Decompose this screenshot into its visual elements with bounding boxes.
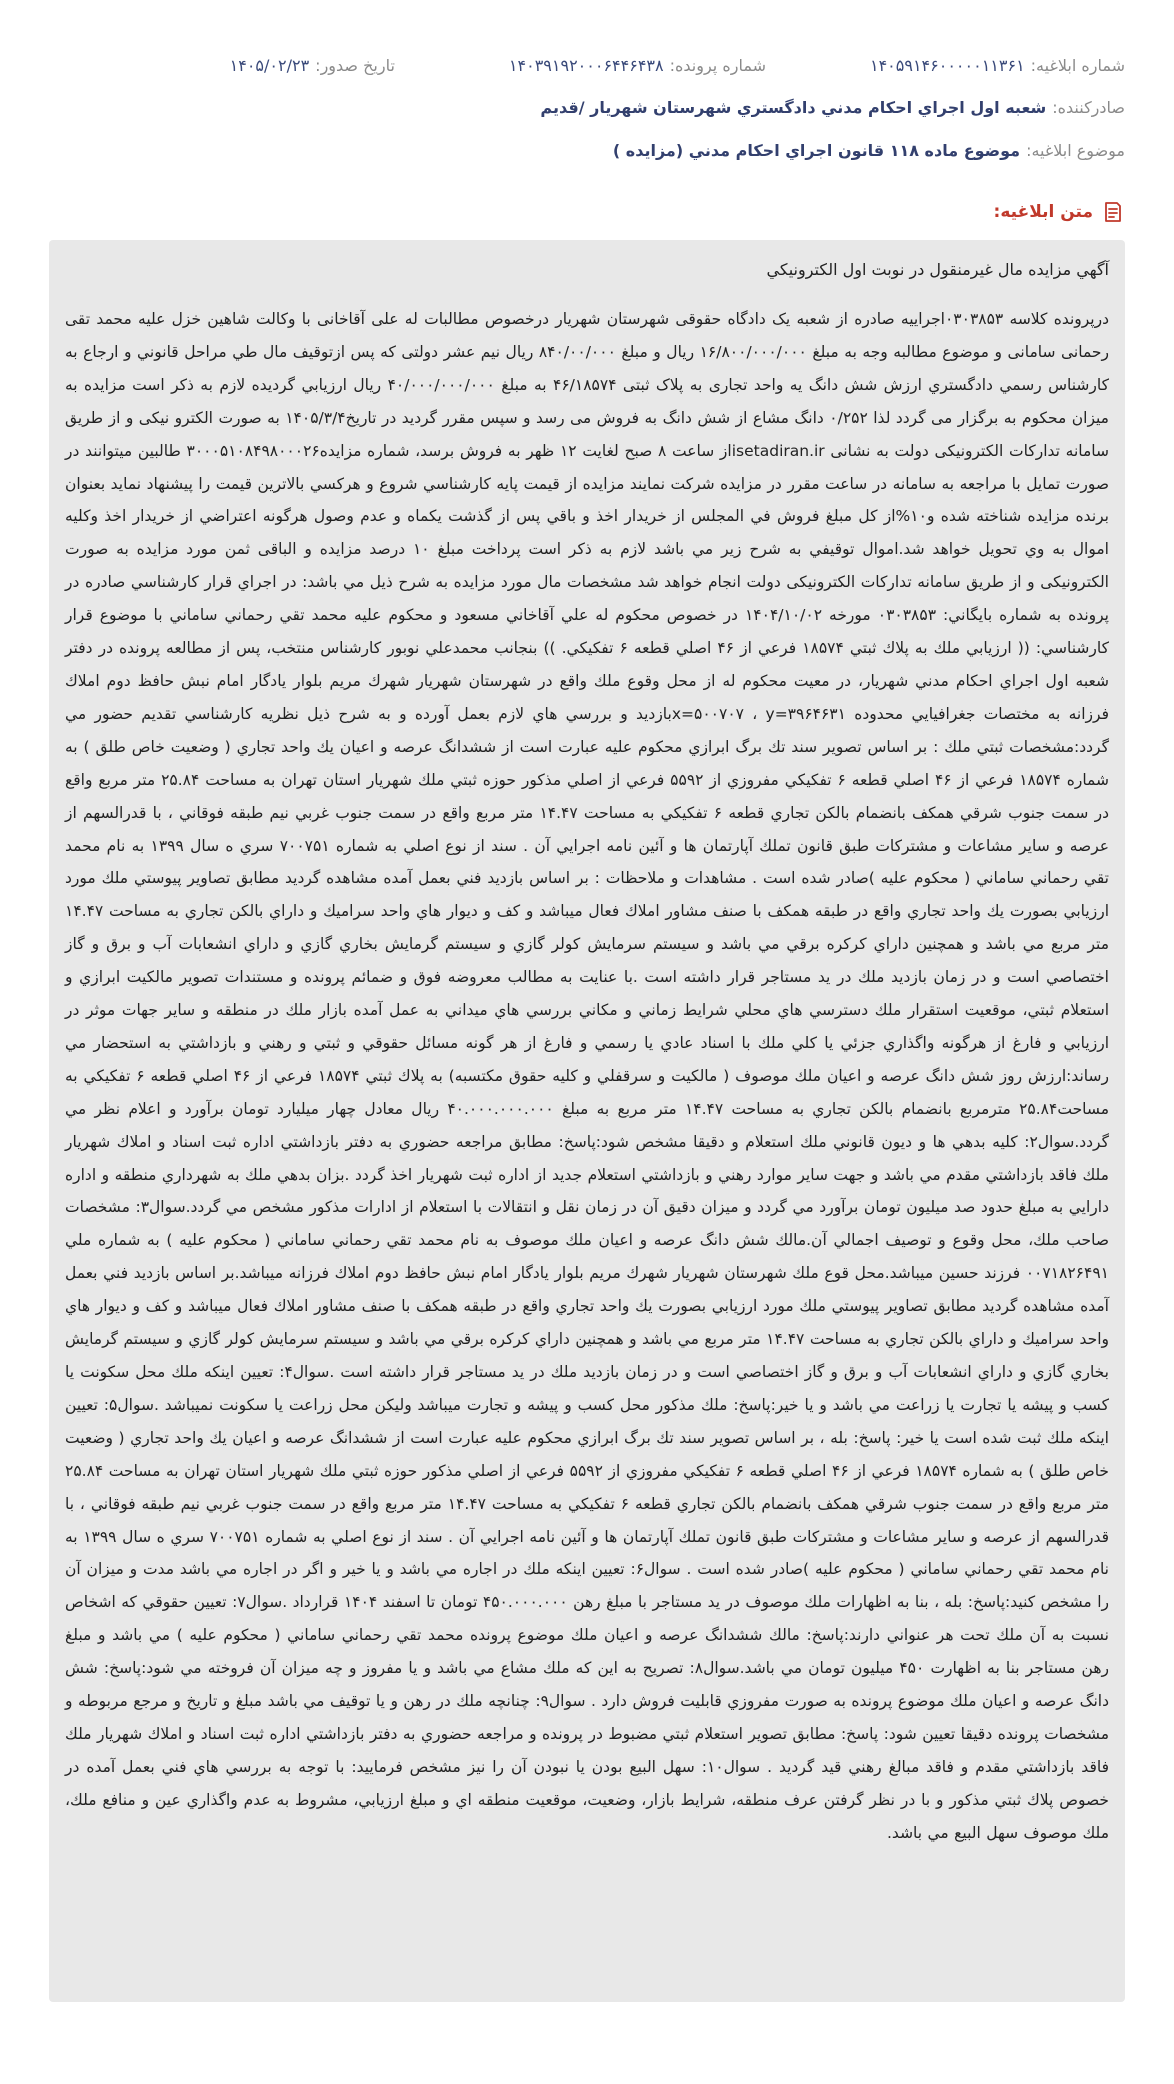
notice-content-box — [49, 240, 1125, 2002]
issue-date-field — [230, 56, 395, 75]
document-icon — [1101, 200, 1125, 224]
notice-title: آگهي مزايده مال غيرمنقول در نوبت اول الكترونيكي — [766, 260, 1109, 279]
subject: موضوع ماده ۱۱۸ قانون اجراي احكام مدني (مزايده ) — [612, 141, 1021, 160]
section-title-label: متن ابلاغیه: — [993, 202, 1093, 222]
case-number-field — [509, 56, 766, 75]
subject-label: موضوع ابلاغیه: — [1026, 141, 1125, 160]
issue-date-label: تاریخ صدور: — [315, 56, 395, 75]
section-title — [994, 200, 1125, 224]
notice-number: ۱۴۰۵۹۱۴۶۰۰۰۰۰۱۱۳۶۱ — [869, 56, 1025, 75]
header-meta-row — [49, 56, 1125, 75]
issuer-label: صادرکننده: — [1052, 98, 1125, 117]
notice-number-label: شماره ابلاغیه: — [1030, 56, 1125, 75]
issuer-row — [49, 98, 1125, 117]
issue-date: ۱۴۰۵/۰۲/۲۳ — [229, 56, 310, 75]
issuer: شعبه اول اجراي احكام مدني دادگستري شهرستان شهريار /قديم — [540, 98, 1047, 117]
subject-row — [49, 141, 1125, 160]
case-number: ۱۴۰۳۹۱۹۲۰۰۰۶۴۴۶۴۳۸ — [508, 56, 664, 75]
case-number-label: شماره پرونده: — [669, 56, 766, 75]
notice-body: درپرونده كلاسه ۰۳۰۳۸۵۳اجراییه صادره از شعبه یک دادگاه حقوقی شهرستان شهریار درخصوص مطالبات له علی آقاخانی با وکالت شاهین خزل علیه محمد تقی رحمانی سامانی و موضوع مطالبه وجه به مبلغ ۱۶/۸۰۰/۰۰۰/۰۰۰ ریال و مبلغ ۸۴۰/۰۰/۰۰۰ ریال نیم عشر دولتی که پس ازتوقیف مال طي مراحل قانوني و ارجاع به كارشناس رسمي دادگستري ارزش شش دانگ یه واحد تجاری به پلاک ثبتی ۴۶/۱۸۵۷۴ به مبلغ ۴۰/۰۰۰/۰۰۰/۰۰۰ ریال ارزيابي گرديده لازم به ذكر است مزايده به ميزان محكوم به برگزار می گردد لذا ۰/۲۵۲ دانگ مشاع از شش دانگ به فروش می رسد و سپس مقرر گردید در تاریخ۱۴۰۵/۳/۴ به صورت الکترو نیکی و از طریق سامانه تدارکات الکترونیکی دولت به نشانی isetadiran.irاز ساعت ۸ صبح لغایت ۱۲ ظهر به فروش برسد، شماره مزایده۳۰۰۰۵۱۰۸۴۹۸۰۰۰۲۶ طالبین میتوانند در صورت تمایل با مراجعه به سامانه در ساعت مقرر در مزایده شرکت نمایند مزايده از قيمت پايه كارشناسي شروع و هركسي بالاترين قيمت را پيشنهاد نمايد بعنوان برنده مزايده شناخته شده و۱۰%از كل مبلغ فروش في المجلس از خريدار اخذ و باقي پس از گذشت يكماه و عدم وصول هرگونه اعتراضي از خريدار اخذ وكليه اموال به وي تحويل خواهد شد.اموال توقيفي به شرح زير مي باشد لازم به ذکر است پرداخت مبلغ ۱۰ درصد مزایده و الباقی ثمن مورد مزایده به صورت الکترونیکی و از طریق سامانه تدارکات الکترونیکی دولت انجام خواهد شد مشخصات مال مورد مزايده به شرح ذيل مي باشد: در اجراي قرار كارشناسي صادره در پرونده به شماره بايگاني: ۰۳۰۳۸۵۳ مورخه ۱۴۰۴/۱۰/۰۲ در خصوص محكوم له علي آقاخاني مسعود و محكوم عليه محمد تقي رحماني ساماني با موضوع قرار كارشناسي: (( ارزيابي ملك به پلاك ثبتي ۱۸۵۷۴ فرعي از ۴۶ اصلي قطعه ۶ تفكيكي. )) بنجانب محمدعلي نوبور كارشناس منتخب، پس از مطالعه پرونده در دفتر شعبه اول اجراي احكام مدني شهريار، در معيت محكوم له از محل وقوع ملك واقع در شهرستان شهريار شهرك مريم بلوار يادگار امام نبش حافظ دوم املاك فرزانه به مختصات جغرافيايي محدوده x=۵۰۰۷۰۷ ، y=۳۹۶۴۶۳۱بازديد و بررسي هاي لازم بعمل آورده و به شرح ذيل نظريه كارشناسي تقديم حضور مي گردد:مشخصات ثبتي ملك : بر اساس تصوير سند تك برگ ابرازي محكوم عليه عبارت است از ششدانگ عرصه و اعيان يك واحد تجاري ( وضعيت خاص طلق ) به شماره ۱۸۵۷۴ فرعي از ۴۶ اصلي قطعه ۶ تفكيكي مفروزي از ۵۵۹۲ فرعي از اصلي مذكور حوزه ثبتي ملك شهريار استان تهران به مساحت ۲۵.۸۴ متر مربع واقع در سمت جنوب شرقي همكف بانضمام بالكن تجاري قطعه ۶ تفكيكي به مساحت ۱۴.۴۷ متر مربع واقع در سمت جنوب غربي نيم طبقه فوقاني ، با قدرالسهم از عرصه و ساير مشاعات و مشتركات طبق قانون تملك آپارتمان ها و آئين نامه اجرايي آن . سند از نوع اصلي به شماره ۷۰۰۷۵۱ سري ه سال ۱۳۹۹ به نام محمد تقي رحماني ساماني ( محكوم عليه )صادر شده است . مشاهدات و ملاحظات : بر اساس بازديد فني بعمل آمده مشاهده گرديد مطابق تصاوير پيوستي ملك مورد ارزيابي بصورت يك واحد تجاري واقع در طبقه همكف با صنف مشاور املاك فعال ميباشد و كف و ديوار هاي واحد سراميك و داراي بالكن تجاري به مساحت ۱۴.۴۷ متر مربع مي باشد و همچنين داراي كركره برقي مي باشد و سيستم سرمايش كولر گازي و سيستم گرمايش بخاري گازي و داراي انشعابات آب و برق و گاز اختصاصي است و در زمان بازديد ملك در يد مستاجر قرار داشته است .با عنايت به مطالب معروضه فوق و ضمائم پرونده و مستندات تصوير مالكيت ابرازي و استعلام ثبتي، موقعيت استقرار ملك دسترسي هاي محلي شرايط زماني و مكاني بررسي هاي ميداني به عمل آمده بازار ملك در منطقه و ساير جهات موثر در ارزيابي و فارغ از هرگونه واگذاري جزئي يا كلي ملك با اسناد عادي يا رسمي و فارغ از هر گونه مسائل حقوقي و ثبتي و رهني و بازداشتي به استحضار مي رساند:ارزش روز شش دانگ عرصه و اعيان ملك موصوف ( مالكيت و سرقفلي و كليه حقوق مكتسبه) به پلاك ثبتي ۱۸۵۷۴ فرعي از ۴۶ اصلي قطعه ۶ تفكيكي به مساحت۲۵.۸۴ مترمربع بانضمام بالكن تجاري به مساحت ۱۴.۴۷ متر مربع به مبلغ ۴۰.۰۰۰.۰۰۰.۰۰۰ ريال معادل چهار ميليارد تومان برآورد و اعلام نظر مي گردد.سوال۲: كليه بدهي ها و ديون قانوني ملك استعلام و دقيقا مشخص شود:پاسخ: مطابق مراجعه حضوري به دفتر بازداشتي اداره ثبت اسناد و املاك شهريار ملك فاقد بازداشتي مقدم مي باشد و جهت ساير موارد رهني و بازداشتي استعلام جديد از اداره ثبت شهريار اخذ گردد .بزان بدهي ملك به شهرداري منطقه و اداره دارايي به مبلغ حدود صد ميليون تومان برآورد مي گردد و ميزان دقيق آن در زمان نقل و انتقالات با استعلام از ادارات مذكور مشخص مي گردد.سوال۳: مشخصات صاحب ملك، محل وقوع و توصيف اجمالي آن.مالك شش دانگ عرصه و اعيان ملك موصوف به نام محمد تقي رحماني ساماني ( محكوم عليه ) به شماره ملي ۰۰۷۱۸۲۶۴۹۱ فرزند حسين ميباشد.محل قوع ملك شهرستان شهريار شهرك مريم بلوار يادگار امام نبش حافظ دوم املاك فرزانه ميباشد.بر اساس بازديد فني بعمل آمده مشاهده گرديد مطابق تصاوير پيوستي ملك مورد ارزيابي بصورت يك واحد تجاري واقع در طبقه همكف با صنف مشاور املاك فعال ميباشد و كف و ديوار هاي واحد سراميك و داراي بالكن تجاري به مساحت ۱۴.۴۷ متر مربع مي باشد و همچنين داراي كركره برقي مي باشد و سيستم سرمايش كولر گازي و سيستم گرمايش بخاري گازي و داراي انشعابات آب و برق و گاز اختصاصي است و در زمان بازديد ملك در يد مستاجر قرار داشته است .سوال۴: تعيين اينكه ملك محل سكونت يا كسب و پيشه يا تجارت يا زراعت مي باشد و يا خير:پاسخ: ملك مذكور محل كسب و پيشه و تجارت ميباشد وليكن محل زراعت يا سكونت نميباشد .سوال۵: تعيين اينكه ملك ثبت شده است يا خير: پاسخ: بله ، بر اساس تصوير سند تك برگ ابرازي محكوم عليه عبارت است از ششدانگ عرصه و اعيان يك واحد تجاري ( وضعيت خاص طلق ) به شماره ۱۸۵۷۴ فرعي از ۴۶ اصلي قطعه ۶ تفكيكي مفروزي از ۵۵۹۲ فرعي از اصلي مذكور حوزه ثبتي ملك شهريار استان تهران به مساحت ۲۵.۸۴ متر مربع واقع در سمت جنوب شرقي همكف بانضمام بالكن تجاري قطعه ۶ تفكيكي به مساحت ۱۴.۴۷ متر مربع واقع در سمت جنوب غربي نيم طبقه فوقاني ، با قدرالسهم از عرصه و ساير مشاعات و مشتركات طبق قانون تملك آپارتمان ها و آئين نامه اجرايي آن . سند از نوع اصلي به شماره ۷۰۰۷۵۱ سري ه سال ۱۳۹۹ به نام محمد تقي رحماني ساماني ( محكوم عليه )صادر شده است . سوال۶: تعيين اينكه ملك در اجاره مي باشد و يا خير و اگر در اجاره مي باشد مدت و ميزان آن را مشخص كنيد:پاسخ: بله ، بنا به اظهارات ملك موصوف در يد مستاجر با مبلغ رهن ۴۵۰.۰۰۰.۰۰۰ تومان تا اسفند ۱۴۰۴ قرارداد .سوال۷: تعيين حقوقي كه اشخاص نسبت به آن ملك تحت هر عنواني دارند:پاسخ: مالك ششدانگ عرصه و اعيان ملك موضوع پرونده محمد تقي رحماني ساماني ( محكوم عليه ) مي باشد و مبلغ رهن مستاجر بنا به اظهارت ۴۵۰ ميليون تومان مي باشد.سوال۸: تصريح به اين كه ملك مشاع مي باشد و يا مفروز و چه ميزان آن فروخته مي شود:پاسخ: شش دانگ عرصه و اعيان ملك موضوع پرونده به صورت مفروزي قابليت فروش دارد . سوال۹: چنانچه ملك در رهن و يا توقيف مي باشد مبلغ و تاريخ و مرجع مربوطه و مشخصات پرونده دقيقا تعيين شود: پاسخ: مطابق تصوير استعلام ثبتي مضبوط در پرونده و مراجعه حضوري به دفتر بازداشتي اداره ثبت اسناد و املاك شهريار ملك فاقد بازداشتي مقدم و فاقد مبالغ رهني قيد گرديد . سوال۱۰: سهل البيع بودن يا نبودن آن را نيز مشخص فرماييد: با توجه به بررسي هاي فني بعمل آمده در خصوص پلاك ثبتي مذكور و با در نظر گرفتن عرف منطقه، شرايط بازار، وضعيت، موقعيت منطقه اي و مبلغ ارزيابي، مشروط به عدم واگذاري عين و منافع ملك، ملك موصوف سهل البيع مي باشد. — [65, 310, 1110, 1842]
notice-number-field — [870, 56, 1125, 75]
